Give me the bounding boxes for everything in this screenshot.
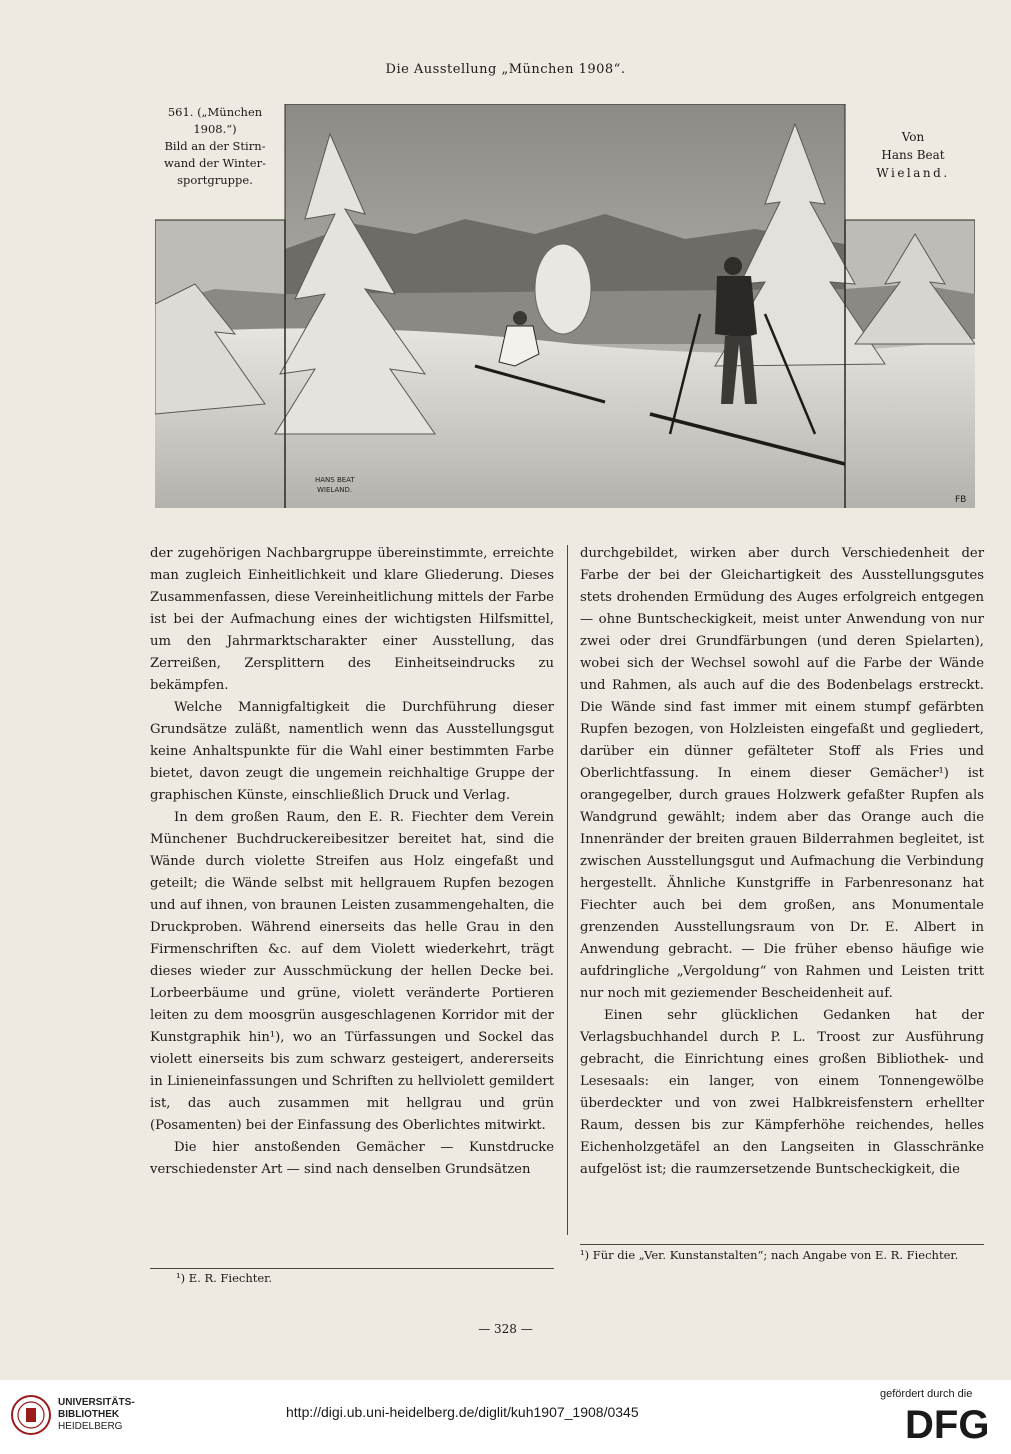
sponsor-label: gefördert durch die bbox=[880, 1388, 973, 1400]
footnote-left: ¹) E. R. Fiechter. bbox=[176, 1271, 273, 1285]
source-url-link[interactable]: http://digi.ub.uni-heidelberg.de/diglit/kuh1907_1908/0345 bbox=[286, 1404, 639, 1420]
signature-line-1: HANS BEAT bbox=[315, 476, 355, 484]
paragraph: der zugehörigen Nachbargruppe übereinstimmte, erreichte man zugleich Einheitlichkeit und klare Gliederung. Dieses Zusammenfassen, diese Vereinheitlichung mittels der Farbe ist bei der Aufmachung eines der wichtigsten Hilfsmittel, um den Jahrmarktscharakter einer Ausstellung, das Zerreißen, Zersplittern des Einheitseindrucks zu bekämpfen. bbox=[150, 546, 554, 693]
page-number: — 328 — bbox=[478, 1322, 533, 1336]
university-seal-icon bbox=[10, 1394, 52, 1436]
artist-credit bbox=[848, 128, 978, 182]
footnote-right: ¹) Für die „Ver. Kunstanstalten“; nach Angabe von E. R. Fiechter. bbox=[580, 1248, 959, 1262]
paragraph: Einen sehr glücklichen Gedanken hat der Verlagsbuchhandel durch P. L. Troost zur Ausführung gebracht, die Einrichtung eines großen Bibliothek- und Lesesaals: ein langer, von einem Tonnengewölbe überdeckter und von zwei Halbkreisfenstern erhellter Raum, dessen bis zur Kämpferhöhe reichendes, helles Eichenholzgetäfel an den Langseiten in Glasschränke aufgelöst ist; die raumzersetzende Buntscheckigkeit, die bbox=[580, 1008, 984, 1177]
paragraph: Welche Mannigfaltigkeit die Durchführung dieser Grundsätze zuläßt, namentlich wenn das Ausstellungsgut keine Anhaltspunkte für die Wahl einer bestimmten Farbe bietet, davon zeugt die ungemein reichhaltige Gruppe der graphischen Künste, einschließlich Druck und Verlag. bbox=[150, 700, 554, 803]
left-column bbox=[150, 543, 554, 1181]
paragraph: In dem großen Raum, den E. R. Fiechter dem Verein Münchener Buchdruckereibesitzer bereitet hat, sind die Wände durch violette Streifen aus Holz eingefaßt und geteilt; die Wände selbst mit hellgrauem Rupfen bezogen und auf ihnen, von braunen Leisten zusammengehalten, die Druckproben. Während einerseits das helle Grau in den Firmenschriften &c. auf dem Violett wiederkehrt, trägt dieses wieder zur Ausschmückung der hellen Decke bei. Lorbeerbäume und grüne, violett veränderte Portieren leiten zu dem moosgrün ausgeschlagenen Korridor mit der Kunstgraphik hin¹), wo an Türfassungen und Sockel das violett einerseits bis zum schwarz gesteigert, andererseits in Linieneinfassungen und Schriften zu hellviolett gemildert ist, das auch zusammen mit hellgrau und grün (Posamenten) bei der Einfassung des Oberlichtes mitwirkt. bbox=[150, 810, 554, 1133]
credit-first-name: Hans Beat bbox=[881, 148, 945, 162]
right-column bbox=[580, 543, 984, 1181]
caption-line: wand der Winter- bbox=[164, 156, 266, 170]
credit-by: Von bbox=[901, 130, 925, 144]
figure-caption bbox=[150, 104, 280, 189]
column-divider bbox=[567, 545, 568, 1235]
paragraph: durchgebildet, wirken aber durch Verschiedenheit der Farbe der bei der Gleichartigkeit des Ausstellungsgutes stets drohenden Ermüdung des Auges erfolgreich entgegen — ohne Buntscheckigkeit, meist unter Anwendung von nur zwei oder drei Grundfärbungen (und deren Spielarten), wobei sich der Wechsel sowohl auf die Farbe der Wände und Rahmen, als auch auf die des Bodenbelags erstreckt. Die Wände sind fast immer mit einem stumpf gefärbten Rupfen bezogen, von Holzleisten eingefaßt und gegliedert, darüber ein dünner gefälteter Stoff als Fries und Oberlichtfassung. In einem dieser Gemächer¹) ist orangegelber, durch graues Holzwerk gefaßter Rupfen als Wandgrund gewählt; indem aber das Orange auch die Innenränder der breiten grauen Bilderrahmen begleitet, ist zwischen Ausstellungsgut und Aufmachung die Verbindung hergestellt. Ähnliche Kunstgriffe in Farbenresonanz hat Fiechter auch bei dem großen, ans Monumentale grenzenden Ausstellungsraum von Dr. E. Albert in Anwendung gebracht. — Die früher ebenso häufige wie aufdringliche „Vergoldung“ von Rahmen und Leisten tritt nur noch mit geziemender Bescheidenheit auf. bbox=[580, 546, 984, 1001]
institution-name: UNIVERSITÄTS- BIBLIOTHEK HEIDELBERG bbox=[58, 1397, 135, 1432]
monogram: FB bbox=[955, 495, 967, 505]
credit-surname: Wieland. bbox=[876, 166, 950, 180]
caption-line: sportgruppe. bbox=[177, 173, 253, 187]
svg-text:DFG: DFG bbox=[905, 1404, 990, 1444]
paragraph: Die hier anstoßenden Gemächer — Kunstdrucke verschiedenster Art — sind nach denselben Grundsätzen bbox=[150, 1140, 554, 1177]
caption-line: 1908.“) bbox=[193, 122, 237, 136]
footer-bar bbox=[0, 1380, 1011, 1454]
footnote-rule bbox=[580, 1244, 984, 1245]
caption-line: 561. („München bbox=[167, 105, 263, 119]
dfg-logo bbox=[905, 1404, 995, 1444]
signature-line-2: WIELAND. bbox=[317, 486, 353, 494]
running-header: Die Ausstellung „München 1908“. bbox=[385, 62, 626, 77]
caption-line: Bild an der Stirn- bbox=[164, 139, 266, 153]
